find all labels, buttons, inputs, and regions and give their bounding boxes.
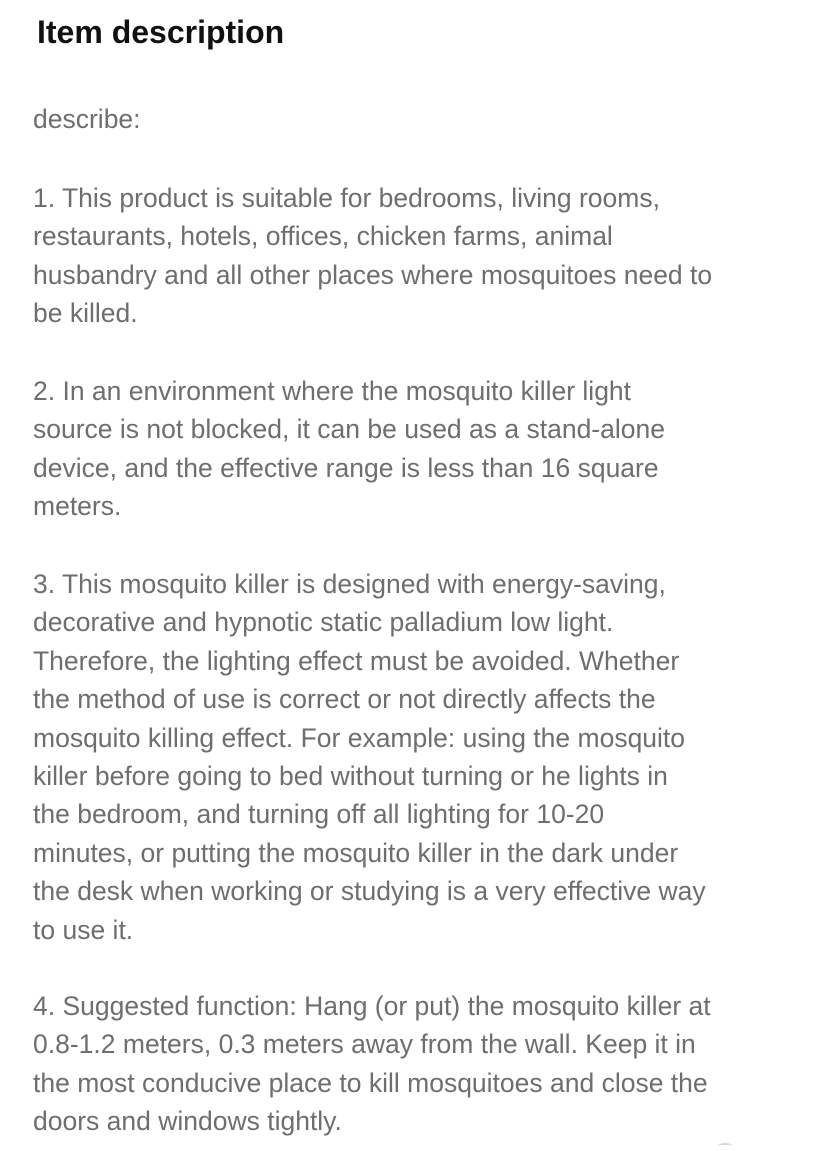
- paragraph-line: be killed.: [33, 298, 138, 329]
- paragraph-line: source is not blocked, it can be used as a stand-alone: [33, 414, 665, 445]
- paragraph-line: 1. This product is suitable for bedrooms, living rooms,: [33, 183, 660, 213]
- paragraph-line: the most conducive place to kill mosquitoes and close the: [33, 1067, 708, 1098]
- paragraph-line: restaurants, hotels, offices, chicken farms, animal: [33, 221, 613, 252]
- paragraph-line: 2. In an environment where the mosquito killer light: [33, 376, 632, 406]
- page-title: Item description: [37, 14, 285, 50]
- description-paragraph-4: [33, 987, 813, 1141]
- paragraph-line: mosquito killing effect. For example: using the mosquito: [33, 722, 686, 753]
- paragraph-line: the desk when working or studying is a very effective way: [33, 876, 706, 907]
- description-paragraph-1: [33, 179, 813, 333]
- paragraph-line: the method of use is correct or not directly affects the: [33, 684, 656, 715]
- paragraph-line: decorative and hypnotic static palladium low light.: [33, 607, 614, 638]
- paragraph-line: 3. This mosquito killer is designed with energy-saving,: [33, 569, 666, 599]
- paragraph-line: the bedroom, and turning off all lighting for 10-20: [33, 799, 605, 830]
- describe-label: describe:: [33, 104, 141, 134]
- paragraph-line: to use it.: [33, 914, 134, 945]
- paragraph-line: meters.: [33, 491, 122, 522]
- faint-corner-mark: [718, 1143, 732, 1148]
- paragraph-line: minutes, or putting the mosquito killer in the dark under: [33, 837, 679, 868]
- description-paragraph-2: [33, 372, 813, 526]
- paragraph-line: Therefore, the lighting effect must be avoided. Whether: [33, 645, 680, 676]
- paragraph-line: device, and the effective range is less than 16 square: [33, 452, 659, 483]
- paragraph-line: 0.8-1.2 meters, 0.3 meters away from the wall. Keep it in: [33, 1029, 696, 1060]
- paragraph-line: doors and windows tightly.: [33, 1106, 342, 1137]
- paragraph-line: 4. Suggested function: Hang (or put) the mosquito killer at: [33, 991, 711, 1021]
- description-paragraph-3: [33, 565, 813, 949]
- paragraph-line: husbandry and all other places where mosquitoes need to: [33, 259, 713, 290]
- paragraph-line: killer before going to bed without turning or he lights in: [33, 760, 668, 791]
